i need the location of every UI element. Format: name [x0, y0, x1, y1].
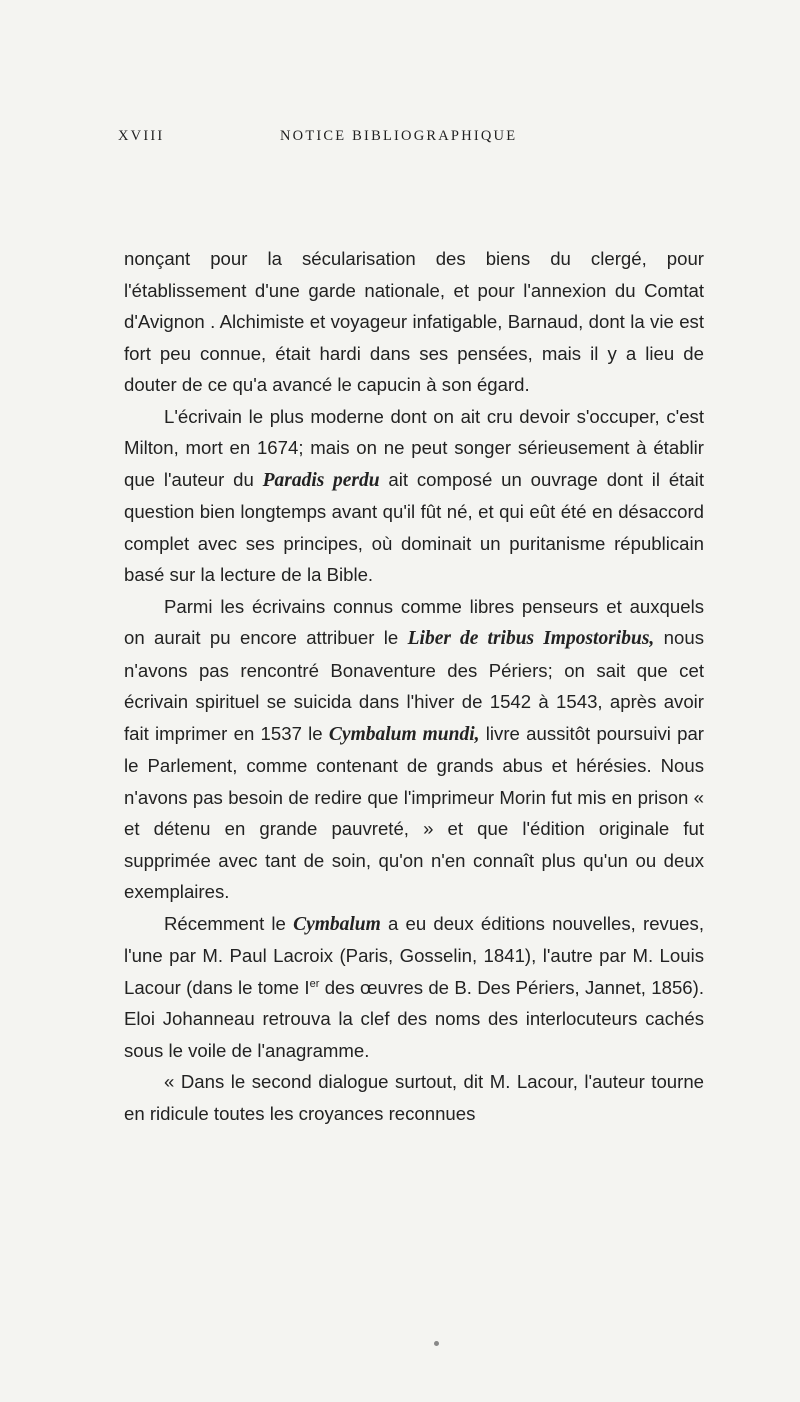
paragraph-1-text: nonçant pour la sécularisation des biens du clergé, pour l'établissement d'une garde nationale, et pour l'annexion du Comtat d'Avignon . Alchimiste et voyageur infatigable, Barnaud, dont la vie est fort peu connue, était hardi dans ses pensées, mais il y a lieu de douter de ce qu'a avancé le capucin à son égard. [124, 248, 704, 395]
paragraph-2-text-b: ait composé un ouvrage dont il était question bien longtemps avant qu'il fût né, et qui eût été en désaccord complet avec ses principes, où dominait un puritanisme républicain basé sur la lecture de la Bible. [124, 468, 704, 585]
title-liber-de-tribus: Liber de tribus Impostoribus, [407, 628, 655, 649]
paragraph-5-text: « Dans le second dialogue surtout, dit M. Lacour, l'auteur tourne en ridicule toutes les croyances reconnues [124, 1071, 704, 1124]
paragraph-4-text-b: a eu deux éditions nouvelles, revues, l'une par M. Paul Lacroix (Paris, Gosselin, 1841), l'autre par M. Louis Lacour (dans le tome I [124, 912, 704, 998]
paragraph-1 [124, 243, 704, 401]
running-head [118, 128, 708, 152]
page-number: XVIII [118, 128, 165, 144]
paragraph-4-text-a: Récemment le [164, 912, 286, 934]
title-paradis-perdu: Paradis perdu [262, 469, 380, 491]
paragraph-4 [124, 908, 704, 1067]
paragraph-5 [124, 1066, 704, 1129]
title-cymbalum: Cymbalum [293, 913, 381, 935]
paragraph-3-text-b: nous n'avons pas rencontré Bonaventure des Périers; on sait que cet écrivain spirituel se suicida dans l'hiver de 1542 à 1543, après avoir fait imprimer en 1537 le [124, 627, 704, 744]
title-cymbalum-mundi: Cymbalum mundi, [328, 723, 480, 745]
paragraph-2-text-a: L'écrivain le plus moderne dont on ait cru devoir s'occuper, c'est Milton, mort en 1674; mais on ne peut songer sérieusement à établir que l'auteur du [124, 405, 704, 490]
paragraph-3 [124, 591, 704, 908]
body-text [124, 243, 704, 1129]
ink-speck [434, 1341, 439, 1346]
paragraph-2 [124, 401, 704, 591]
superscript-er: er [309, 977, 320, 990]
paragraph-3-text-a: Parmi les écrivains connus comme libres penseurs et auxquels on aurait pu encore attribuer le [124, 595, 704, 648]
paragraph-3-text-c: livre aussitôt poursuivi par le Parlement, comme contenant de grands abus et hérésies. Nous n'avons pas besoin de redire que l'imprimeur Morin fut mis en prison « et détenu en grande pauvreté, » et que l'édition originale fut supprimée avec tant de soin, qu'on n'en connaît plus qu'un ou deux exemplaires. [124, 722, 705, 902]
paragraph-4-text-c: des œuvres de B. Des Périers, Jannet, 1856). Eloi Johanneau retrouva la clef des noms des interlocuteurs cachés sous le voile de l'anagramme. [124, 976, 705, 1061]
running-title: NOTICE BIBLIOGRAPHIQUE [280, 128, 518, 144]
